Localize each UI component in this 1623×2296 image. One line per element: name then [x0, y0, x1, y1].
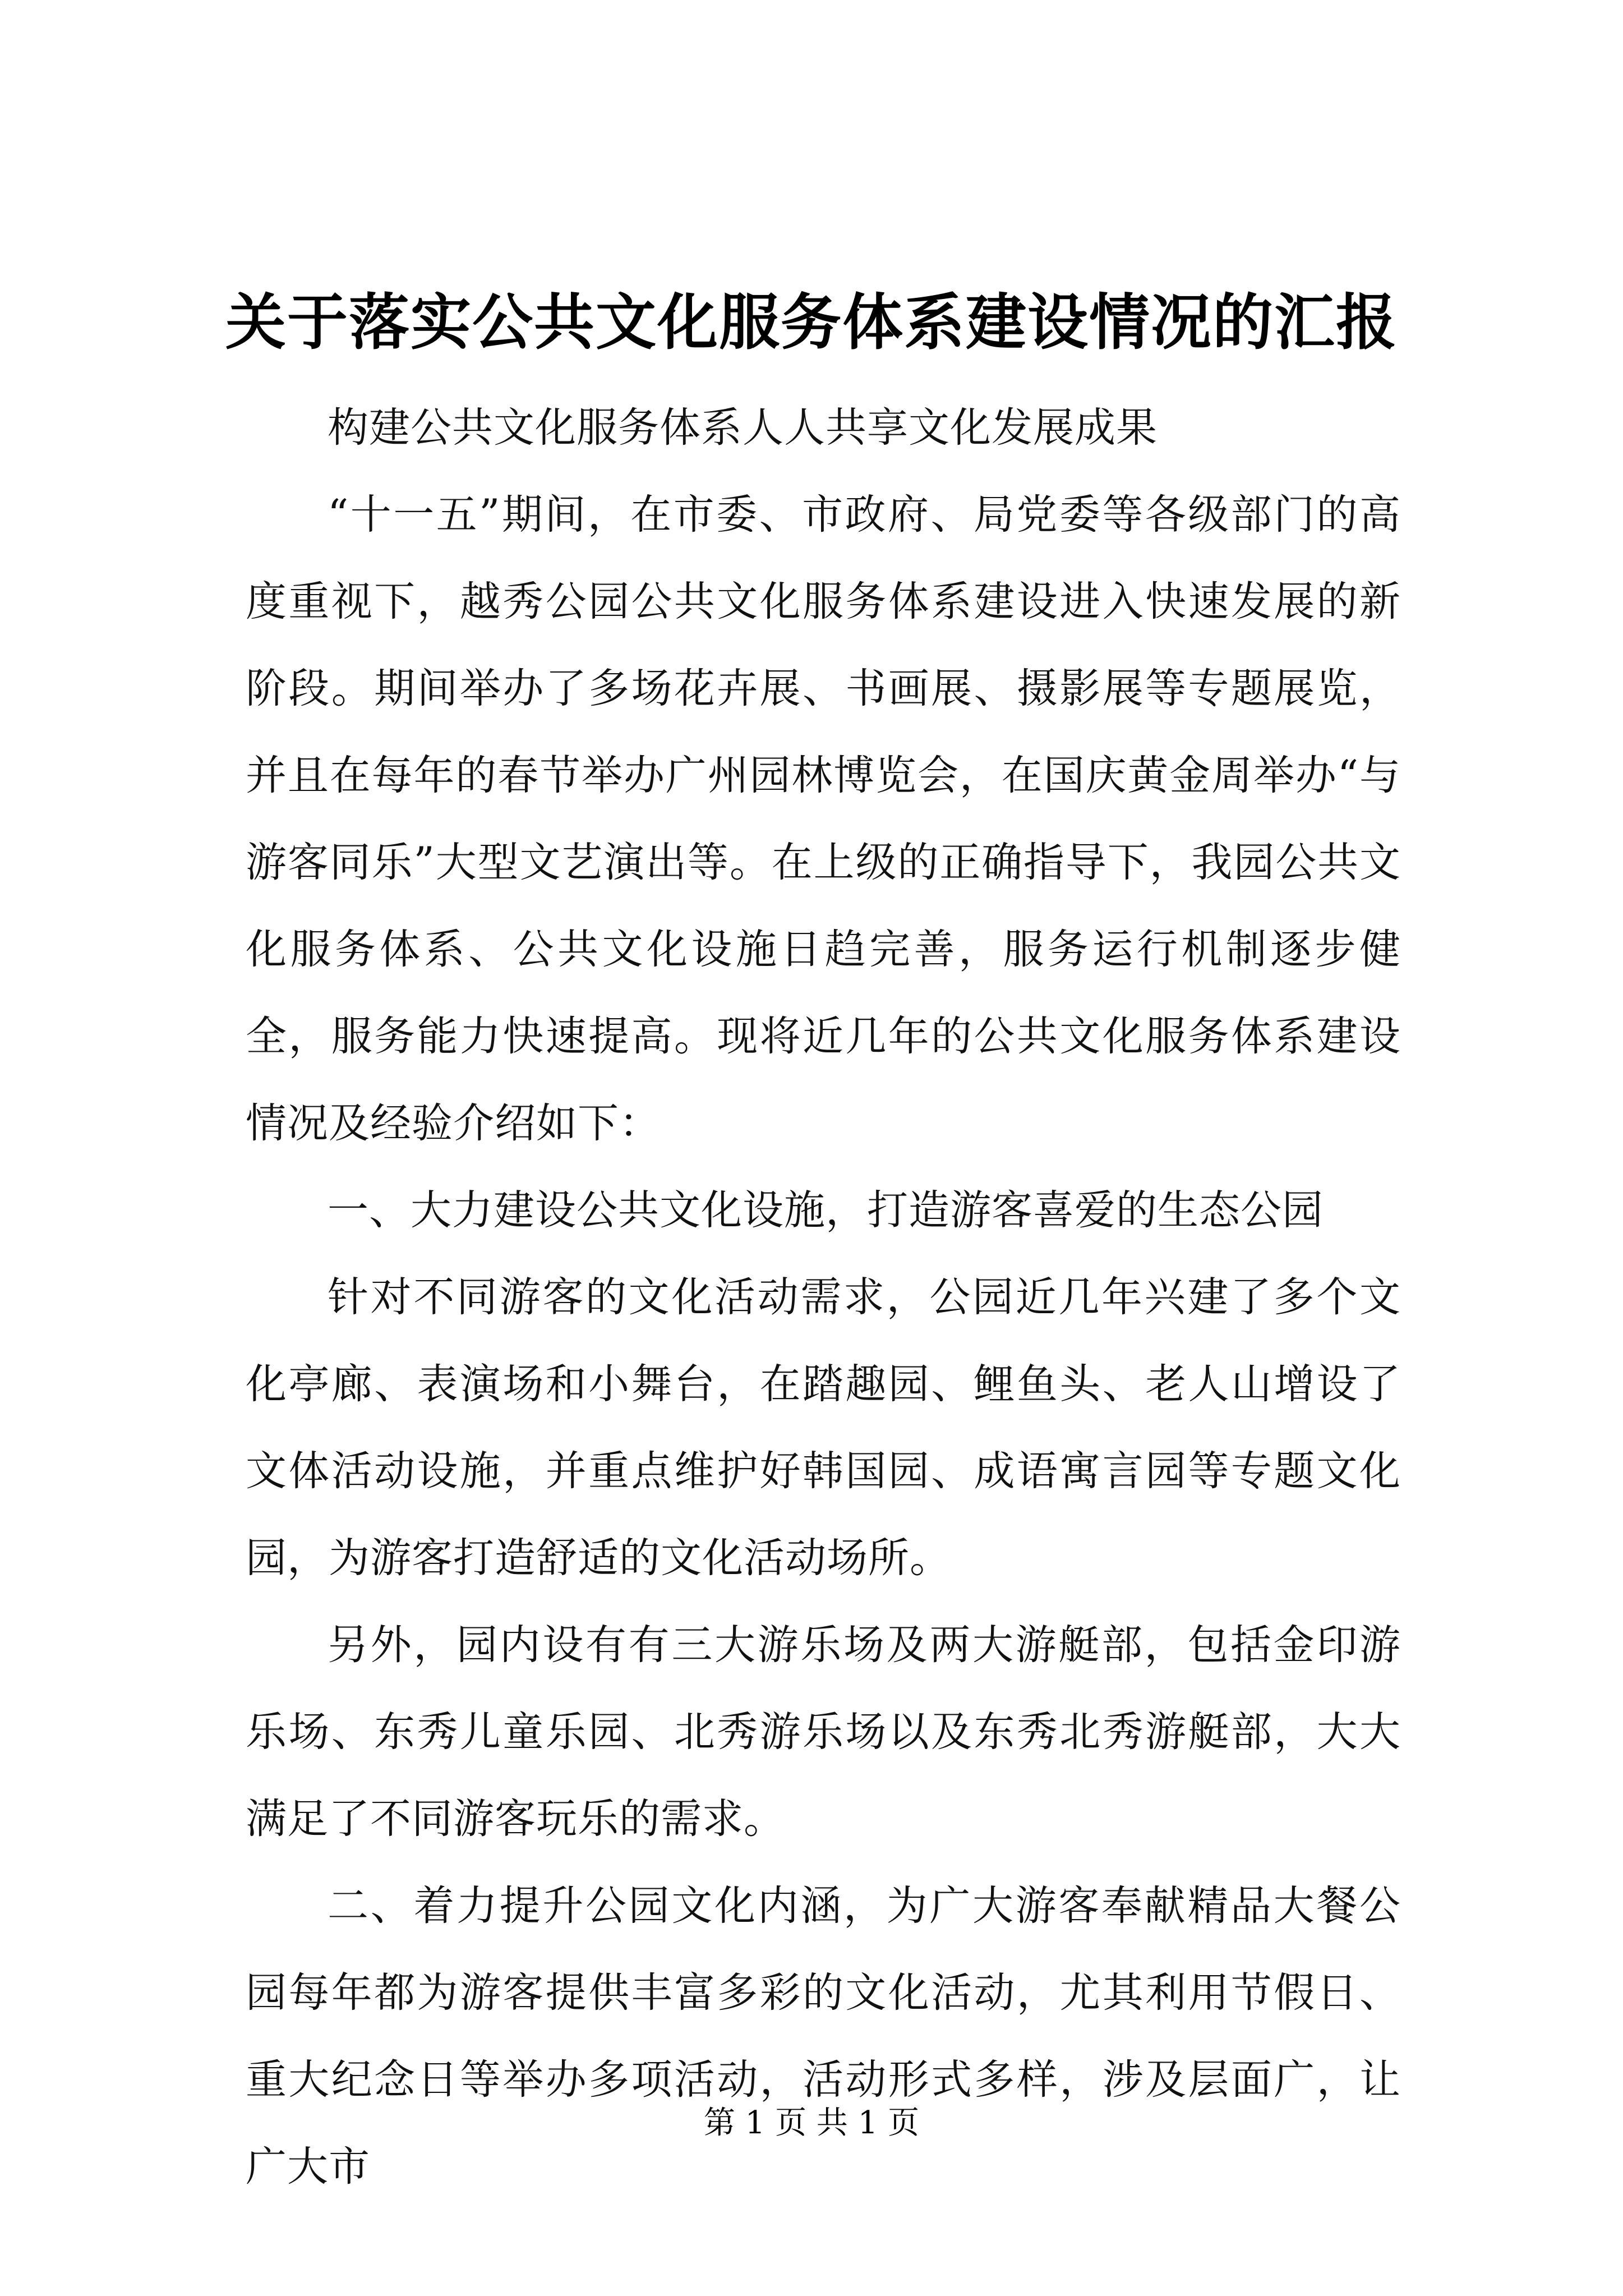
- intro-paragraph: “十一五”期间，在市委、市政府、局党委等各级部门的高度重视下，越秀公园公共文化服务体系建设进入快速发展的新阶段。期间举办了多场花卉展、书画展、摄影展等专题展览，并且在每年的春节举办广州园林博览会，在国庆黄金周举办“与游客同乐”大型文艺演出等。在上级的正确指导下，我园公共文化服务体系、公共文化设施日趋完善，服务运行机制逐步健全，服务能力快速提高。现将近几年的公共文化服务体系建设情况及经验介绍如下：: [246, 491, 1401, 1147]
- section-1-paragraph-2: 另外，园内设有有三大游乐场及两大游艇部，包括金印游乐场、东秀儿童乐园、北秀游乐场以及东秀北秀游艇部，大大满足了不同游客玩乐的需求。: [246, 1621, 1401, 1843]
- section-1-paragraph-1: 针对不同游客的文化活动需求，公园近几年兴建了多个文化亭廊、表演场和小舞台，在踏趣园、鲤鱼头、老人山增设了文体活动设施，并重点维护好韩国园、成语寓言园等专题文化园，为游客打造舒适的文化活动场所。: [246, 1273, 1401, 1582]
- document-body: [246, 384, 1401, 2210]
- document-title: 关于落实公共文化服务体系建设情况的汇报: [225, 287, 1398, 358]
- section-heading-1: 一、大力建设公共文化设施，打造游客喜爱的生态公园: [328, 1186, 1324, 1234]
- subtitle-paragraph: 构建公共文化服务体系人人共享文化发展成果: [328, 404, 1158, 452]
- section-heading-2: 二、着力提升公园文化内涵，为广大游客奉献精品大餐公园每年都为游客提供丰富多彩的文化活动，尤其利用节假日、重大纪念日等举办多项活动，活动形式多样，涉及层面广，让广大市: [246, 1882, 1401, 2191]
- page-footer: 第 1 页 共 1 页: [703, 2105, 920, 2141]
